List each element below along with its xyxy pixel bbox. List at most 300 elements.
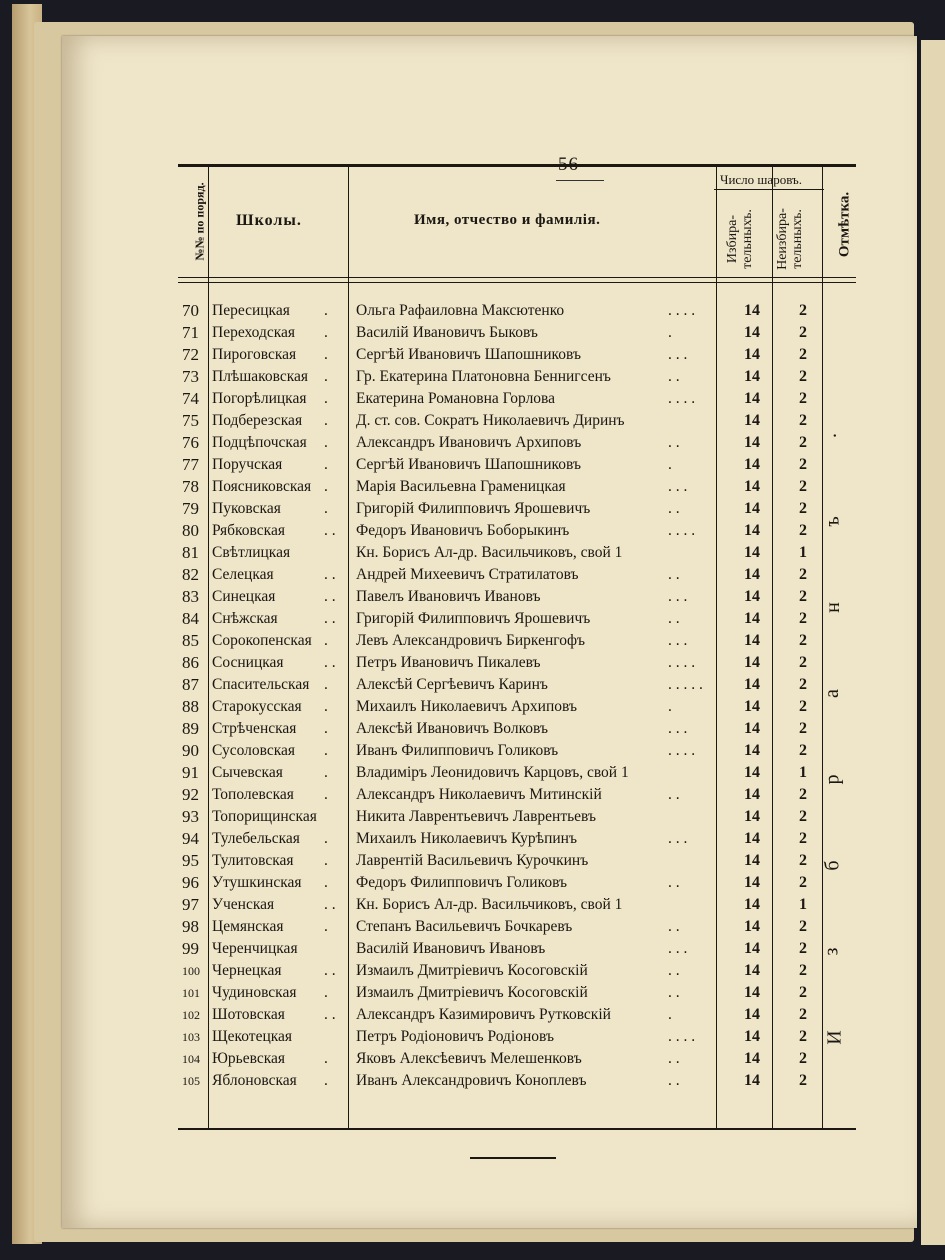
row-name-dots: . . . . xyxy=(668,390,696,407)
row-name-dots: . . . xyxy=(668,588,688,605)
row-school-dots: . xyxy=(324,786,328,803)
table-row xyxy=(178,586,818,608)
table-row xyxy=(178,630,818,652)
table-row xyxy=(178,762,818,784)
row-number: 86 xyxy=(182,653,199,672)
row-votes-for: 14 xyxy=(744,412,760,429)
row-name-dots: . . . xyxy=(668,940,688,957)
row-school: Спасительская xyxy=(212,676,310,693)
row-name-dots: . . xyxy=(668,874,680,891)
table-row xyxy=(178,828,818,850)
row-school-dots: . . xyxy=(324,962,336,979)
row-number: 101 xyxy=(182,986,200,1000)
row-name-dots: . . xyxy=(668,962,680,979)
table-row xyxy=(178,718,818,740)
table-row xyxy=(178,300,818,322)
row-votes-for: 14 xyxy=(744,456,760,473)
mark-letter: И xyxy=(823,1030,846,1045)
row-name-dots: . . xyxy=(668,566,680,583)
row-votes-for: 14 xyxy=(744,786,760,803)
row-votes-against: 2 xyxy=(799,830,807,847)
row-votes-against: 2 xyxy=(799,808,807,825)
table-row xyxy=(178,784,818,806)
row-votes-against: 2 xyxy=(799,1050,807,1067)
row-name-dots: . . . xyxy=(668,346,688,363)
row-school-dots: . xyxy=(324,852,328,869)
table-row xyxy=(178,564,818,586)
row-votes-against: 2 xyxy=(799,698,807,715)
row-votes-for: 14 xyxy=(744,852,760,869)
row-number: 91 xyxy=(182,763,199,782)
row-votes-against: 2 xyxy=(799,566,807,583)
row-number: 79 xyxy=(182,499,199,518)
row-name-dots: . xyxy=(668,1006,672,1023)
row-school: Поясниковская xyxy=(212,478,312,495)
row-votes-against: 2 xyxy=(799,478,807,495)
row-number: 75 xyxy=(182,411,199,430)
row-number: 97 xyxy=(182,895,199,914)
table-row xyxy=(178,1048,818,1070)
table-body xyxy=(178,300,818,1092)
row-votes-against: 2 xyxy=(799,302,807,319)
row-name-dots: . . xyxy=(668,368,680,385)
row-name-dots: . . xyxy=(668,610,680,627)
row-votes-against: 2 xyxy=(799,654,807,671)
row-number: 87 xyxy=(182,675,199,694)
row-school-dots: . xyxy=(324,632,328,649)
row-school: Переходская xyxy=(212,324,296,341)
row-votes-for: 14 xyxy=(744,1028,760,1045)
row-votes-for: 14 xyxy=(744,346,760,363)
row-name: Алексѣй Сергѣевичъ Каринъ xyxy=(356,676,548,693)
row-name: Гр. Екатерина Платоновна Беннигсенъ xyxy=(356,368,611,385)
row-name-dots: . xyxy=(668,456,672,473)
row-school: Шотовская xyxy=(212,1006,285,1023)
row-votes-for: 14 xyxy=(744,390,760,407)
row-number: 82 xyxy=(182,565,199,584)
row-school: Чудиновская xyxy=(212,984,297,1001)
row-school-dots: . xyxy=(324,434,328,451)
row-number: 92 xyxy=(182,785,199,804)
row-votes-against: 1 xyxy=(799,544,807,561)
row-name: Петръ Родіоновичъ Родіоновъ xyxy=(356,1028,554,1045)
row-votes-for: 14 xyxy=(744,610,760,627)
row-votes-against: 2 xyxy=(799,1072,807,1089)
header-votes-against: Неизбира- тельныхъ. xyxy=(775,208,805,270)
row-name-dots: . . xyxy=(668,434,680,451)
header-name: Имя, отчество и фамилія. xyxy=(414,212,601,228)
row-votes-against: 2 xyxy=(799,962,807,979)
row-name: Ольга Рафаиловна Максютенко xyxy=(356,302,565,319)
row-school: Цемянская xyxy=(212,918,284,935)
row-name-dots: . . xyxy=(668,984,680,1001)
row-school-dots: . xyxy=(324,390,328,407)
row-name: Александръ Николаевичъ Митинскій xyxy=(356,786,602,803)
row-name: Измаилъ Дмитріевичъ Косоговскій xyxy=(356,984,588,1001)
row-school-dots: . xyxy=(324,742,328,759)
row-school: Пересицкая xyxy=(212,302,290,319)
row-votes-against: 2 xyxy=(799,852,807,869)
header-mark: Отмѣтка. xyxy=(836,191,853,258)
row-name: Марія Васильевна Граменицкая xyxy=(356,478,566,495)
table-row xyxy=(178,1070,818,1092)
row-name: Сергѣй Ивановичъ Шапошниковъ xyxy=(356,346,581,363)
row-school: Свѣтлицкая xyxy=(212,544,291,561)
row-name-dots: . . . xyxy=(668,720,688,737)
row-name-dots: . xyxy=(668,698,672,715)
row-name-dots: . . . . xyxy=(668,742,696,759)
table-row xyxy=(178,740,818,762)
row-number: 105 xyxy=(182,1074,200,1088)
row-votes-for: 14 xyxy=(744,654,760,671)
facing-page-edge xyxy=(921,40,945,1245)
table-top-rule xyxy=(178,164,856,167)
row-school: Чернецкая xyxy=(212,962,282,979)
row-name-dots: . . xyxy=(668,1050,680,1067)
row-name-dots: . . . xyxy=(668,632,688,649)
row-name: Левъ Александровичъ Биркенгофъ xyxy=(356,632,586,649)
row-name: Александръ Казимировичъ Рутковскій xyxy=(356,1006,611,1023)
header-balls: Число шаровъ. xyxy=(720,172,802,187)
row-votes-against: 2 xyxy=(799,522,807,539)
table-row xyxy=(178,322,818,344)
row-school-dots: . xyxy=(324,368,328,385)
row-votes-against: 2 xyxy=(799,368,807,385)
row-votes-for: 14 xyxy=(744,324,760,341)
row-name: Кн. Борисъ Ал-др. Васильчиковъ, свой 1 xyxy=(356,544,623,561)
row-name: Яковъ Алексѣевичъ Мелешенковъ xyxy=(356,1050,582,1067)
row-votes-against: 2 xyxy=(799,324,807,341)
table-row xyxy=(178,938,818,960)
table-row xyxy=(178,850,818,872)
row-name-dots: . . . . xyxy=(668,1028,696,1045)
row-name: Андрей Михеевичъ Стратилатовъ xyxy=(356,566,579,583)
row-votes-against: 2 xyxy=(799,984,807,1001)
row-votes-for: 14 xyxy=(744,940,760,957)
row-number: 89 xyxy=(182,719,199,738)
table-row xyxy=(178,520,818,542)
row-votes-for: 14 xyxy=(744,918,760,935)
row-name-dots: . . xyxy=(668,918,680,935)
row-number: 73 xyxy=(182,367,199,386)
row-school-dots: . xyxy=(324,412,328,429)
row-school: Сусоловская xyxy=(212,742,296,759)
row-name: Никита Лаврентьевичъ Лаврентьевъ xyxy=(356,808,596,825)
table-row xyxy=(178,388,818,410)
row-school: Юрьевская xyxy=(212,1050,286,1067)
row-name-dots: . . . . xyxy=(668,654,696,671)
row-name-dots: . . xyxy=(668,500,680,517)
end-rule xyxy=(470,1157,556,1159)
row-number: 70 xyxy=(182,301,199,320)
row-name-dots: . . xyxy=(668,786,680,803)
table-row xyxy=(178,608,818,630)
row-name-dots: . . . xyxy=(668,478,688,495)
row-school: Старокусская xyxy=(212,698,302,715)
row-votes-for: 14 xyxy=(744,742,760,759)
row-votes-for: 14 xyxy=(744,302,760,319)
table-row xyxy=(178,916,818,938)
row-school: Тулитовская xyxy=(212,852,294,869)
page-number: 56 xyxy=(558,154,579,175)
row-school: Пироговская xyxy=(212,346,297,363)
row-votes-for: 14 xyxy=(744,434,760,451)
header-number: №№ по поряд. xyxy=(192,182,207,261)
row-school: Сосницкая xyxy=(212,654,284,671)
row-name: Екатерина Романовна Горлова xyxy=(356,390,556,407)
row-school-dots: . xyxy=(324,500,328,517)
row-school: Рябковская xyxy=(212,522,285,539)
header-balls-rule xyxy=(714,189,824,190)
mark-letter: ъ xyxy=(821,516,844,527)
row-name-dots: . . . . xyxy=(668,522,696,539)
row-votes-for: 14 xyxy=(744,544,760,561)
row-name: Василій Ивановичъ Быковъ xyxy=(356,324,538,341)
row-school: Снѣжская xyxy=(212,610,278,627)
row-name: Александръ Ивановичъ Архиповъ xyxy=(356,434,582,451)
row-name: Петръ Ивановичъ Пикалевъ xyxy=(356,654,541,671)
row-number: 80 xyxy=(182,521,199,540)
row-name: Кн. Борисъ Ал-др. Васильчиковъ, свой 1 xyxy=(356,896,623,913)
row-name: Измаилъ Дмитріевичъ Косоговскій xyxy=(356,962,588,979)
row-name: Д. ст. сов. Сократъ Николаевичъ Диринъ xyxy=(356,412,625,429)
row-school: Сычевская xyxy=(212,764,283,781)
row-votes-against: 2 xyxy=(799,412,807,429)
row-name: Лаврентій Васильевичъ Курочкинъ xyxy=(356,852,589,869)
row-votes-against: 2 xyxy=(799,720,807,737)
row-school-dots: . xyxy=(324,698,328,715)
row-school-dots: . xyxy=(324,918,328,935)
row-name-dots: . . xyxy=(668,1072,680,1089)
row-school: Щекотецкая xyxy=(212,1028,293,1045)
row-name: Михаилъ Николаевичъ Архиповъ xyxy=(356,698,577,715)
row-votes-for: 14 xyxy=(744,676,760,693)
row-votes-for: 14 xyxy=(744,830,760,847)
mark-column xyxy=(818,404,856,1124)
row-votes-against: 2 xyxy=(799,434,807,451)
row-name: Григорій Филипповичъ Ярошевичъ xyxy=(356,500,591,517)
row-school-dots: . xyxy=(324,478,328,495)
table-row xyxy=(178,476,818,498)
row-votes-for: 14 xyxy=(744,1050,760,1067)
row-school-dots: . xyxy=(324,346,328,363)
row-number: 104 xyxy=(182,1052,200,1066)
row-number: 76 xyxy=(182,433,199,452)
row-votes-for: 14 xyxy=(744,588,760,605)
row-school: Ученская xyxy=(212,896,275,913)
table-row xyxy=(178,454,818,476)
row-votes-against: 2 xyxy=(799,588,807,605)
row-votes-against: 2 xyxy=(799,610,807,627)
row-school: Погорѣлицкая xyxy=(212,390,307,407)
row-number: 84 xyxy=(182,609,199,628)
table-row xyxy=(178,982,818,1004)
table-row xyxy=(178,366,818,388)
row-number: 72 xyxy=(182,345,199,364)
header-school: Школы. xyxy=(236,212,302,229)
mark-letter: з xyxy=(820,947,843,956)
row-votes-for: 14 xyxy=(744,962,760,979)
row-name-dots: . xyxy=(668,324,672,341)
row-school-dots: . . xyxy=(324,896,336,913)
row-number: 102 xyxy=(182,1008,200,1022)
row-votes-for: 14 xyxy=(744,808,760,825)
row-number: 77 xyxy=(182,455,199,474)
row-votes-against: 2 xyxy=(799,742,807,759)
row-school-dots: . xyxy=(324,676,328,693)
row-votes-for: 14 xyxy=(744,698,760,715)
table-row xyxy=(178,432,818,454)
row-name-dots: . . . xyxy=(668,830,688,847)
row-votes-for: 14 xyxy=(744,368,760,385)
row-school: Стрѣченская xyxy=(212,720,297,737)
ballot-table xyxy=(178,164,856,1128)
row-votes-for: 14 xyxy=(744,500,760,517)
row-votes-for: 14 xyxy=(744,478,760,495)
table-bottom-rule xyxy=(178,1128,856,1130)
row-number: 98 xyxy=(182,917,199,936)
row-school-dots: . . xyxy=(324,566,336,583)
mark-letter: а xyxy=(820,689,843,698)
row-name: Иванъ Филипповичъ Голиковъ xyxy=(356,742,559,759)
row-votes-against: 1 xyxy=(799,896,807,913)
row-number: 90 xyxy=(182,741,199,760)
row-votes-against: 2 xyxy=(799,456,807,473)
row-votes-against: 2 xyxy=(799,346,807,363)
row-school: Утушкинская xyxy=(212,874,302,891)
row-school-dots: . . xyxy=(324,610,336,627)
row-votes-against: 2 xyxy=(799,940,807,957)
row-school-dots: . xyxy=(324,1072,328,1089)
row-votes-against: 2 xyxy=(799,390,807,407)
table-row xyxy=(178,806,818,828)
header-votes-for: Избира- тельныхъ. xyxy=(725,209,755,269)
row-school-dots: . xyxy=(324,764,328,781)
row-number: 74 xyxy=(182,389,199,408)
mark-letter: р xyxy=(821,774,844,785)
row-number: 88 xyxy=(182,697,199,716)
row-school-dots: . . xyxy=(324,1006,336,1023)
row-name: Сергѣй Ивановичъ Шапошниковъ xyxy=(356,456,581,473)
row-school: Подберезская xyxy=(212,412,303,429)
row-school-dots: . xyxy=(324,302,328,319)
row-number: 96 xyxy=(182,873,199,892)
row-number: 81 xyxy=(182,543,199,562)
row-school: Яблоновская xyxy=(212,1072,297,1089)
table-row xyxy=(178,498,818,520)
row-votes-against: 1 xyxy=(799,764,807,781)
row-name: Павелъ Ивановичъ Ивановъ xyxy=(356,588,541,605)
row-name: Иванъ Александровичъ Коноплевъ xyxy=(356,1072,587,1089)
row-number: 103 xyxy=(182,1030,200,1044)
row-votes-for: 14 xyxy=(744,1006,760,1023)
row-votes-for: 14 xyxy=(744,874,760,891)
table-row xyxy=(178,894,818,916)
row-school: Подцѣпочская xyxy=(212,434,307,451)
row-votes-for: 14 xyxy=(744,896,760,913)
row-votes-against: 2 xyxy=(799,500,807,517)
row-votes-for: 14 xyxy=(744,764,760,781)
row-name: Алексѣй Ивановичъ Волковъ xyxy=(356,720,549,737)
table-row xyxy=(178,696,818,718)
table-row xyxy=(178,960,818,982)
row-name: Василій Ивановичъ Ивановъ xyxy=(356,940,546,957)
row-votes-against: 2 xyxy=(799,874,807,891)
table-row xyxy=(178,410,818,432)
row-votes-for: 14 xyxy=(744,632,760,649)
row-school: Черенчицкая xyxy=(212,940,298,957)
table-row xyxy=(178,1004,818,1026)
row-school: Тулебельская xyxy=(212,830,300,847)
row-number: 99 xyxy=(182,939,199,958)
row-school-dots: . xyxy=(324,984,328,1001)
row-school-dots: . xyxy=(324,456,328,473)
row-number: 85 xyxy=(182,631,199,650)
row-votes-against: 2 xyxy=(799,676,807,693)
row-school: Селецкая xyxy=(212,566,274,583)
table-row xyxy=(178,652,818,674)
row-votes-for: 14 xyxy=(744,566,760,583)
table-row xyxy=(178,542,818,564)
row-school: Синецкая xyxy=(212,588,276,605)
row-school-dots: . . xyxy=(324,522,336,539)
row-votes-against: 2 xyxy=(799,1006,807,1023)
row-school: Топорищинская xyxy=(212,808,317,825)
mark-letter: . xyxy=(819,433,841,438)
row-school-dots: . xyxy=(324,324,328,341)
row-school-dots: . . xyxy=(324,588,336,605)
row-votes-for: 14 xyxy=(744,1072,760,1089)
row-votes-for: 14 xyxy=(744,720,760,737)
mark-letter: н xyxy=(821,602,844,613)
row-name: Михаилъ Николаевичъ Курѣпинъ xyxy=(356,830,577,847)
row-school: Плѣшаковская xyxy=(212,368,309,385)
row-name: Федоръ Ивановичъ Боборыкинъ xyxy=(356,522,570,539)
table-row xyxy=(178,674,818,696)
row-school-dots: . xyxy=(324,720,328,737)
row-number: 93 xyxy=(182,807,199,826)
row-number: 95 xyxy=(182,851,199,870)
row-school: Пуковская xyxy=(212,500,281,517)
row-votes-against: 2 xyxy=(799,632,807,649)
row-name-dots: . . . . . xyxy=(668,676,703,693)
row-number: 71 xyxy=(182,323,199,342)
row-name: Степанъ Васильевичъ Бочкаревъ xyxy=(356,918,573,935)
table-row xyxy=(178,872,818,894)
row-name: Владиміръ Леонидовичъ Карцовъ, свой 1 xyxy=(356,764,629,781)
row-name: Федоръ Филипповичъ Голиковъ xyxy=(356,874,568,891)
table-row xyxy=(178,344,818,366)
row-votes-for: 14 xyxy=(744,522,760,539)
row-name: Григорій Филипповичъ Ярошевичъ xyxy=(356,610,591,627)
row-name-dots: . . . . xyxy=(668,302,696,319)
row-school: Сорокопенская xyxy=(212,632,312,649)
row-votes-against: 2 xyxy=(799,918,807,935)
row-school-dots: . xyxy=(324,874,328,891)
row-number: 78 xyxy=(182,477,199,496)
row-school-dots: . xyxy=(324,1050,328,1067)
row-number: 94 xyxy=(182,829,199,848)
table-row xyxy=(178,1026,818,1048)
mark-letter: б xyxy=(821,860,844,871)
row-school: Поручская xyxy=(212,456,283,473)
row-votes-against: 2 xyxy=(799,786,807,803)
row-school-dots: . . xyxy=(324,654,336,671)
row-votes-for: 14 xyxy=(744,984,760,1001)
row-school: Тополевская xyxy=(212,786,294,803)
row-school-dots: . xyxy=(324,830,328,847)
row-number: 83 xyxy=(182,587,199,606)
